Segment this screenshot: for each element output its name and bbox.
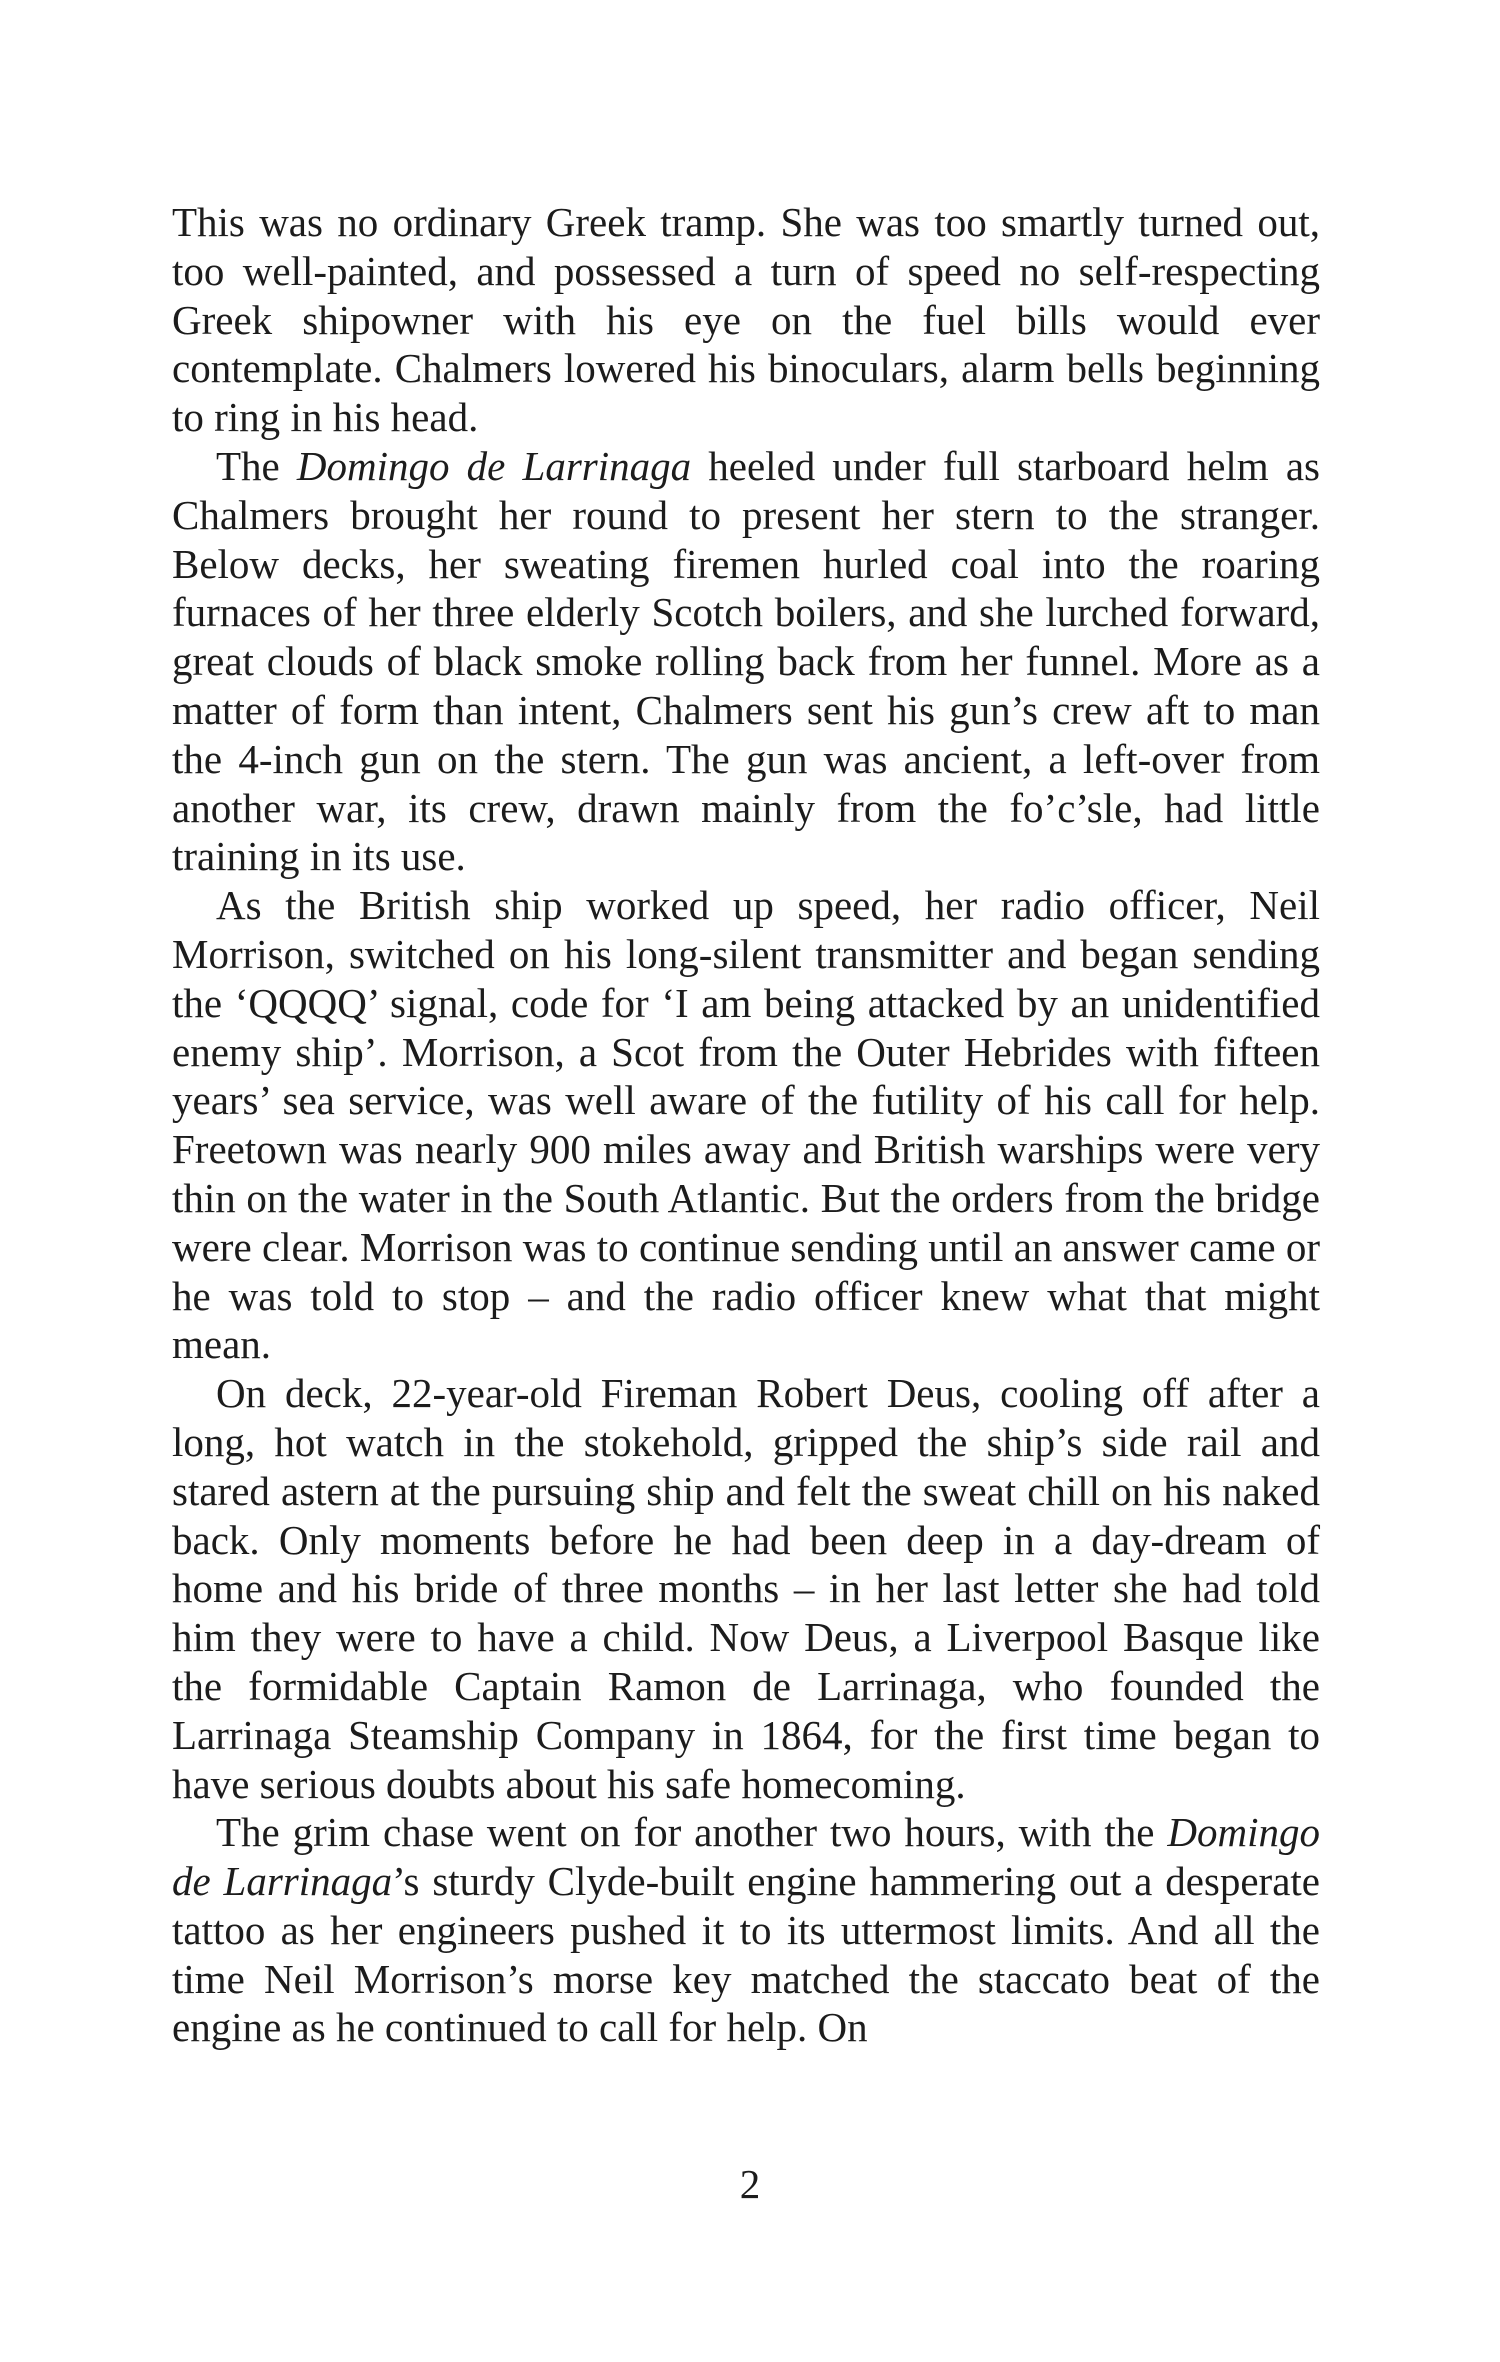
paragraph [172, 1808, 1320, 2052]
ship-name: Domingo de Larrinaga [172, 1809, 1320, 1905]
body-text [172, 198, 1320, 2052]
text-run: ’s sturdy Clyde-built engine hammering out a desperate tattoo as her engineers pushed it to its uttermost limits. And all the time Neil Morrison’s morse key matched the staccato beat of the engine as he continued to call for help. On [172, 1858, 1320, 2051]
page-number: 2 [739, 2161, 761, 2207]
paragraph [172, 1369, 1320, 1808]
text-run: The [216, 442, 297, 489]
paragraph [172, 881, 1320, 1369]
text-run: The grim chase went on for another two hours, with the [216, 1809, 1168, 1856]
paragraph [172, 198, 1320, 442]
text-run: This was no ordinary Greek tramp. She was too smartly turned out, too well-painted, and possessed a turn of speed no self-respecting Greek shipowner with his eye on the fuel bills would ever contemplate. Chalmers lowered his binoculars, alarm bells beginning to ring in his head. [172, 199, 1320, 441]
paragraph [172, 442, 1320, 881]
text-run: As the British ship worked up speed, her radio officer, Neil Morrison, switched on his long-silent transmitter and began sending the ‘QQQQ’ signal, code for ‘I am being attacked by an unidentified enemy ship’. Morrison, a Scot from the Outer Hebrides with fifteen years’ sea service, was well aware of the futility of his call for help. Freetown was nearly 900 miles away and British warships were very thin on the water in the South Atlantic. But the orders from the bridge were clear. Morrison was to continue sending until an answer came or he was told to stop – and the radio officer knew what that might mean. [172, 882, 1320, 1368]
ship-name: Domingo de Larrinaga [296, 442, 692, 489]
text-run: On deck, 22-year-old Fireman Robert Deus, cooling off after a long, hot watch in the stokehold, gripped the ship’s side rail and stared astern at the pursuing ship and felt the sweat chill on his naked back. Only moments before he had been deep in a day-dream of home and his bride of three months – in her last letter she had told him they were to have a child. Now Deus, a Liverpool Basque like the formidable Captain Ramon de Larrinaga, who founded the Larrinaga Steamship Company in 1864, for the first time began to have serious doubts about his safe homecoming. [172, 1370, 1320, 1807]
text-run: heeled under full starboard helm as Chalmers brought her round to present her stern to the stranger. Below decks, her sweating firemen hurled coal into the roaring furnaces of her three elderly Scotch boilers, and she lurched forward, great clouds of black smoke rolling back from her funnel. More as a matter of form than intent, Chalmers sent his gun’s crew aft to man the 4-inch gun on the stern. The gun was ancient, a left-over from another war, its crew, drawn mainly from the fo’c’sle, had little training in its use. [172, 442, 1320, 880]
